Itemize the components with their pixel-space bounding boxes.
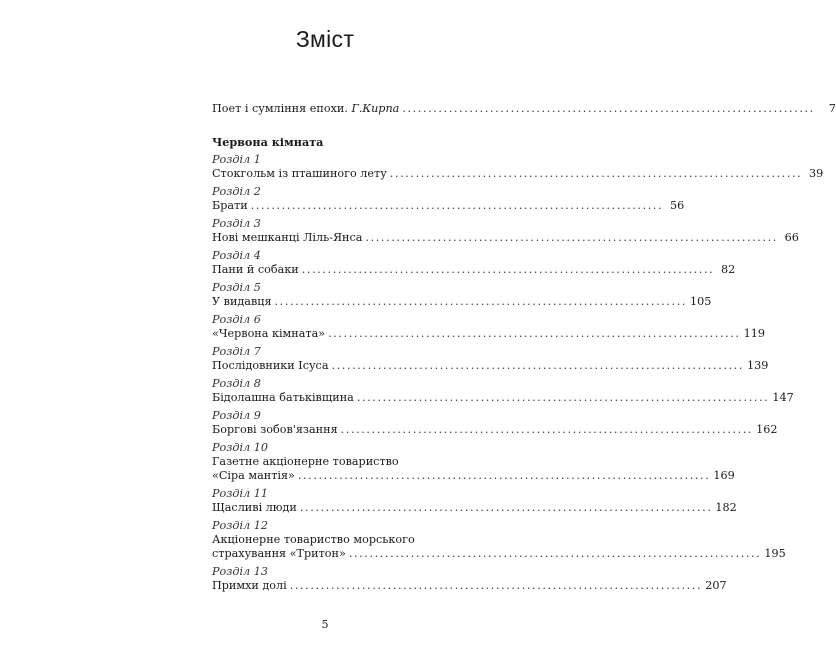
chapter-title: Послідовники Ісуса bbox=[212, 359, 329, 372]
chapter-title-line: Акціонерне товариство морського bbox=[212, 533, 415, 546]
dot-leader: ................................................................................ bbox=[289, 579, 703, 592]
toc-page-number: 207 bbox=[705, 579, 727, 592]
toc-page-number: 39 bbox=[809, 167, 824, 180]
toc-entry-intro bbox=[212, 102, 836, 116]
toc-page-number: 66 bbox=[784, 231, 799, 244]
toc-entry bbox=[212, 263, 736, 277]
toc-page-number: 82 bbox=[721, 263, 736, 276]
toc-chapter bbox=[212, 281, 712, 309]
chapter-label: Розділ 8 bbox=[212, 377, 261, 390]
chapter-label: Розділ 6 bbox=[212, 313, 261, 326]
toc-entry bbox=[212, 423, 778, 437]
chapter-label: Розділ 4 bbox=[212, 249, 261, 262]
dot-leader: ................................................................................ bbox=[301, 263, 715, 276]
toc-page-number: 182 bbox=[715, 501, 737, 514]
toc-entry bbox=[212, 167, 824, 181]
toc-page-number: 139 bbox=[747, 359, 769, 372]
dot-leader: ................................................................................ bbox=[348, 547, 762, 560]
toc-chapter bbox=[212, 409, 778, 437]
toc-chapter bbox=[212, 519, 786, 561]
toc-page-number: 162 bbox=[756, 423, 778, 436]
toc-entry bbox=[212, 391, 794, 405]
chapter-title: У видавця bbox=[212, 295, 272, 308]
toc-chapter bbox=[212, 565, 727, 593]
chapter-label: Розділ 10 bbox=[212, 441, 268, 454]
toc-entry-title bbox=[212, 102, 399, 116]
toc-chapter bbox=[212, 487, 737, 515]
dot-leader: ................................................................................ bbox=[389, 167, 803, 180]
toc-chapter bbox=[212, 153, 824, 181]
toc-chapter bbox=[212, 441, 735, 483]
chapter-label: Розділ 3 bbox=[212, 217, 261, 230]
chapter-label: Розділ 11 bbox=[212, 487, 268, 500]
toc-entry bbox=[212, 327, 765, 341]
toc-entry bbox=[212, 579, 727, 593]
toc-page-number: 7 bbox=[828, 102, 836, 115]
toc-chapter bbox=[212, 185, 685, 213]
toc-entry bbox=[212, 469, 735, 483]
chapter-label: Розділ 9 bbox=[212, 409, 261, 422]
page-title: Зміст bbox=[295, 26, 355, 52]
toc-entry bbox=[212, 547, 786, 561]
chapter-title: Нові мешканці Ліль-Янса bbox=[212, 231, 363, 244]
chapter-title: Стокгольм із пташиного лету bbox=[212, 167, 387, 180]
toc-chapter bbox=[212, 377, 794, 405]
chapter-title: «Червона кімната» bbox=[212, 327, 326, 340]
chapter-title: Примхи долі bbox=[212, 579, 287, 592]
chapter-label: Розділ 5 bbox=[212, 281, 261, 294]
intro-author: Г.Кирпа bbox=[351, 102, 400, 115]
toc-chapter bbox=[212, 217, 799, 245]
toc-chapter bbox=[212, 249, 736, 277]
chapter-title: Пани й собаки bbox=[212, 263, 299, 276]
chapter-title: Брати bbox=[212, 199, 248, 212]
toc-entry bbox=[212, 501, 737, 515]
chapter-title-line: Газетне акціонерне товариство bbox=[212, 455, 399, 468]
chapter-title: Щасливі люди bbox=[212, 501, 297, 514]
dot-leader: ................................................................................ bbox=[250, 199, 664, 212]
toc-entry bbox=[212, 231, 799, 245]
toc-page-number: 195 bbox=[764, 547, 786, 560]
intro-text: Поет і сумління епохи. bbox=[212, 102, 348, 115]
chapter-label: Розділ 7 bbox=[212, 345, 261, 358]
dot-leader: ................................................................................ bbox=[299, 501, 713, 514]
dot-leader: ................................................................................ bbox=[402, 102, 815, 115]
chapter-title: «Сіра мантія» bbox=[212, 469, 295, 482]
chapter-label: Розділ 1 bbox=[212, 153, 261, 166]
chapter-label: Розділ 13 bbox=[212, 565, 268, 578]
dot-leader: ................................................................................ bbox=[340, 423, 754, 436]
toc-page-number: 105 bbox=[690, 295, 712, 308]
section-title: Червона кімната bbox=[212, 135, 324, 149]
toc-page-number: 56 bbox=[669, 199, 685, 212]
toc-page-number: 169 bbox=[713, 469, 735, 482]
dot-leader: ................................................................................ bbox=[331, 359, 744, 372]
chapter-list bbox=[212, 153, 824, 593]
chapter-label: Розділ 2 bbox=[212, 185, 261, 198]
dot-leader: ................................................................................ bbox=[297, 469, 711, 482]
chapter-title: страхування «Тритон» bbox=[212, 547, 346, 560]
table-of-contents bbox=[212, 102, 836, 597]
dot-leader: ................................................................................ bbox=[274, 295, 688, 308]
chapter-title: Боргові зобов'язання bbox=[212, 423, 338, 436]
toc-entry bbox=[212, 359, 769, 373]
toc-chapter bbox=[212, 313, 765, 341]
toc-chapter bbox=[212, 345, 769, 373]
dot-leader: ................................................................................ bbox=[365, 231, 778, 244]
chapter-title: Бідолашна батьківщина bbox=[212, 391, 354, 404]
dot-leader: ................................................................................ bbox=[328, 327, 741, 340]
toc-entry bbox=[212, 295, 712, 309]
toc-page-number: 147 bbox=[772, 391, 794, 404]
toc-entry bbox=[212, 199, 685, 213]
footer-page-number: 5 bbox=[321, 618, 329, 631]
toc-page-number: 119 bbox=[743, 327, 765, 340]
chapter-label: Розділ 12 bbox=[212, 519, 268, 532]
dot-leader: ................................................................................ bbox=[356, 391, 770, 404]
